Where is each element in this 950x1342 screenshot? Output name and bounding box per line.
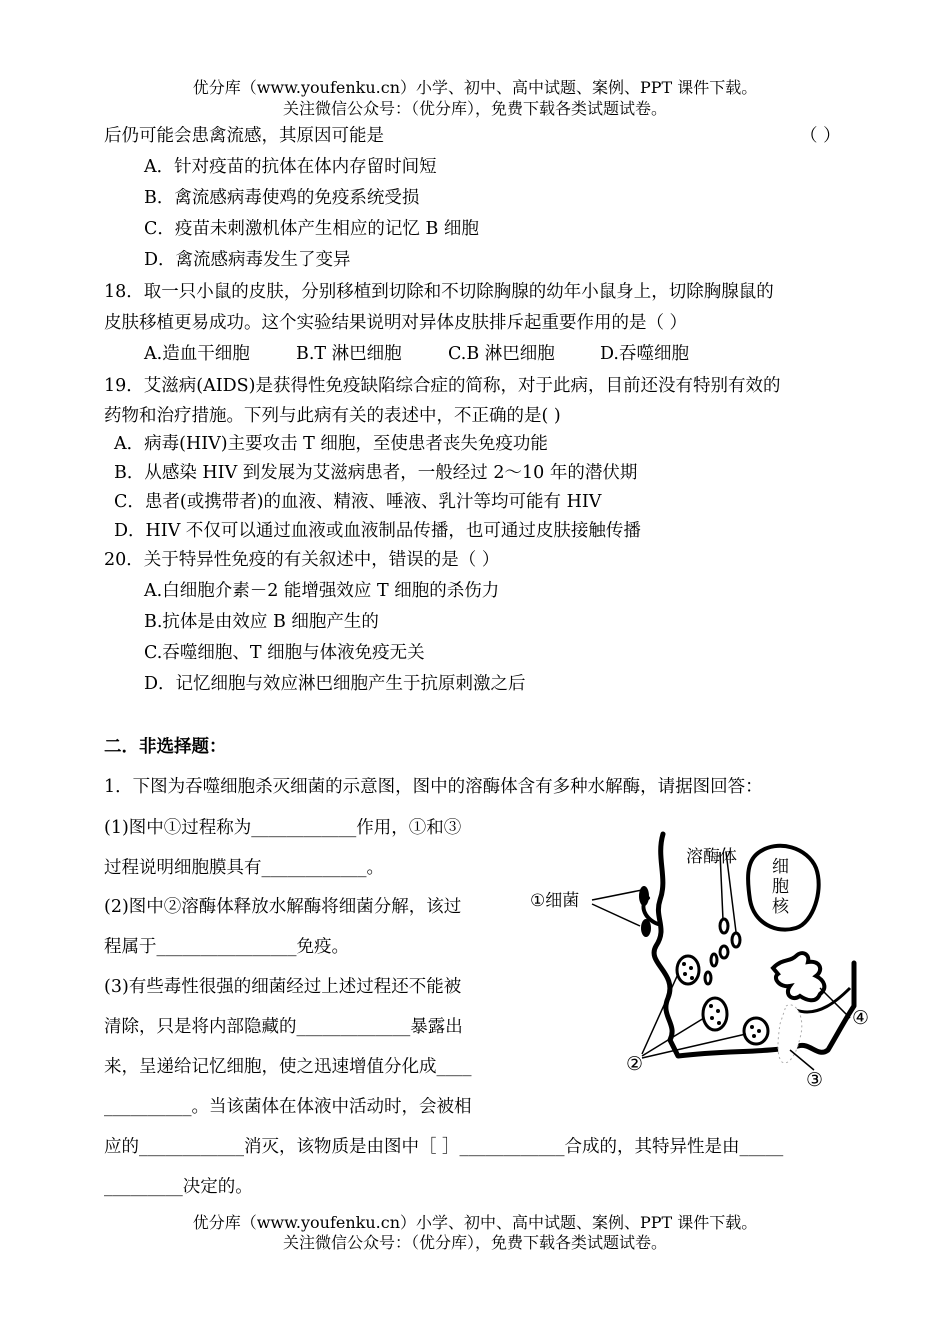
section2-line-2: 过程说明细胞膜具有____________。 (104, 858, 384, 878)
residual-body (778, 1005, 802, 1063)
q19-line-2: 药物和治疗措施。下列与此病有关的表述中，不正确的是( ) (104, 406, 561, 426)
section2-line-4: 程属于________________免疫。 (104, 937, 349, 957)
q20-stem: 20．关于特异性免疫的有关叙述中，错误的是（ ） (104, 550, 500, 570)
q18-line-2: 皮肤移植更易成功。这个实验结果说明对异体皮肤排斥起重要作用的是（ ） (104, 313, 688, 333)
q18-option-d: D.吞噬细胞 (600, 344, 689, 364)
section2-q1-stem: 1．下图为吞噬细胞杀灭细菌的示意图，图中的溶酶体含有多种水解酶，请据图回答： (104, 777, 763, 797)
label-2: ② (626, 1053, 644, 1075)
bacterium-1 (639, 886, 649, 906)
label-bacteria: ①细菌 (530, 891, 580, 911)
footer-line-2: 关注微信公众号：（优分库），免费下载各类试题试卷。 (282, 1233, 667, 1252)
q17-option-d: D．禽流感病毒发生了变异 (144, 250, 351, 270)
q19-option-a: A．病毒(HIV)主要攻击 T 细胞，至使患者丧失免疫功能 (114, 434, 548, 454)
q18-option-a: A.造血干细胞 (144, 344, 250, 364)
q20-option-b: B.抗体是由效应 B 细胞产生的 (144, 612, 379, 632)
lysosome-2 (732, 933, 740, 947)
section2-line-10: _________决定的。 (104, 1177, 253, 1197)
bacterium-being-engulfed (773, 953, 824, 1000)
label-nucleus-1: 细 (772, 857, 789, 877)
section2-line-8: __________。当该菌体在体液中活动时，会被相 (104, 1097, 472, 1117)
header-line-1: 优分库（www.youfenku.cn）小学、初中、高中试题、案例、PPT 课件下载。 (192, 78, 758, 97)
section2-line-1: (1)图中①过程称为____________作用，①和③ (104, 818, 462, 838)
label-nucleus-3: 核 (772, 897, 789, 917)
label-3: ③ (806, 1069, 824, 1091)
label-4: ④ (852, 1007, 870, 1029)
bacterium-2 (641, 919, 651, 937)
q20-option-d: D．记忆细胞与效应淋巴细胞产生于抗原刺激之后 (144, 674, 526, 694)
lysosome-3 (720, 946, 728, 958)
q17-option-a: A．针对疫苗的抗体在体内存留时间短 (144, 157, 437, 177)
section2-line-7: 来，呈递给记忆细胞，使之迅速增值分化成____ (104, 1057, 472, 1077)
q18-option-b: B.T 淋巴细胞 (296, 344, 402, 364)
q19-option-d: D．HIV 不仅可以通过血液或血液制品传播，也可通过皮肤接触传播 (114, 521, 641, 541)
label-lysosome: 溶酶体 (686, 847, 737, 867)
q17-answer-paren: （ ） (800, 126, 841, 146)
q18-option-c: C.B 淋巴细胞 (448, 344, 555, 364)
section2-line-6: 清除，只是将内部隐藏的_____________暴露出 (104, 1017, 463, 1037)
section2-line-3: (2)图中②溶酶体释放水解酶将细菌分解，该过 (104, 897, 462, 917)
q19-line-1: 19．艾滋病(AIDS)是获得性免疫缺陷综合症的简称，对于此病，目前还没有特别有效的 (104, 376, 781, 396)
q17-stem-tail: 后仍可能会患禽流感，其原因可能是 (104, 126, 384, 146)
phagolysosome-1 (677, 956, 699, 984)
q19-option-c: C．患者(或携带者)的血液、精液、唾液、乳汁等均可能有 HIV (114, 492, 602, 512)
label-nucleus-2: 胞 (772, 877, 789, 897)
lysosome-1 (720, 919, 728, 933)
q20-option-c: C.吞噬细胞、T 细胞与体液免疫无关 (144, 643, 425, 663)
q20-option-a: A.白细胞介素－2 能增强效应 T 细胞的杀伤力 (144, 581, 500, 601)
footer-line-1: 优分库（www.youfenku.cn）小学、初中、高中试题、案例、PPT 课件下载。 (192, 1213, 758, 1232)
q17-option-b: B．禽流感病毒使鸡的免疫系统受损 (144, 188, 420, 208)
section2-line-9: 应的____________消灭，该物质是由图中［ ］____________合成的，其特异性是由_____ (104, 1137, 784, 1157)
q18-line-1: 18．取一只小鼠的皮肤，分别移植到切除和不切除胸腺的幼年小鼠身上，切除胸腺鼠的 (104, 282, 774, 302)
phagolysosome-2 (703, 998, 727, 1030)
q19-option-b: B．从感染 HIV 到发展为艾滋病患者，一般经过 2～10 年的潜伏期 (114, 463, 638, 483)
section2-line-5: (3)有些毒性很强的细菌经过上述过程还不能被 (104, 977, 462, 997)
lysosome-4 (711, 954, 717, 966)
phagolysosome-3 (744, 1018, 768, 1044)
lysosome-5 (705, 972, 711, 984)
q17-option-c: C．疫苗未刺激机体产生相应的记忆 B 细胞 (144, 219, 479, 239)
phagocytosis-diagram (528, 828, 878, 1098)
section-2-title: 二．非选择题： (104, 737, 227, 757)
header-line-2: 关注微信公众号：（优分库），免费下载各类试题试卷。 (282, 99, 667, 118)
